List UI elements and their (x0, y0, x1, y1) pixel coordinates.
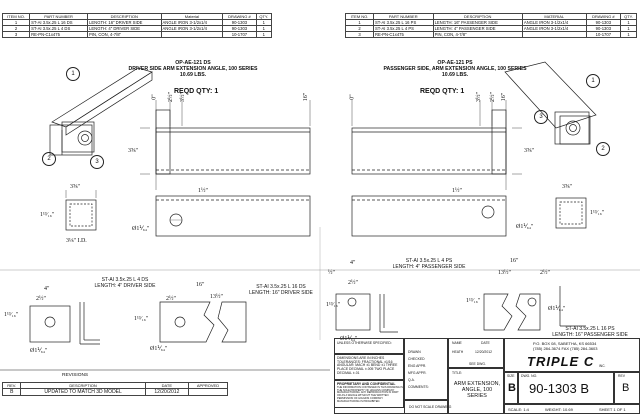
bom-header: DRAWING # (223, 14, 256, 20)
right-assembly-heading: OP-AE-121 PS PASSENGER SIDE, ARM EXTENSION ANGLE, 100 SERIES 10.69 LBS. (383, 60, 527, 78)
dim-2-1-2: 2½" (540, 270, 550, 276)
do-not-scale: DO NOT SCALE DRAWING (409, 405, 452, 409)
table-row: 3 RE-PN-C1x475 PIN, CON, 4-7/8" 10-1707 1 (346, 32, 637, 38)
dim-16: 16" (303, 92, 310, 102)
right-iso-view (505, 62, 596, 144)
right-side-view (352, 100, 522, 190)
ps16-part-views (484, 286, 586, 330)
dim-13-1-2: 13½" (498, 270, 511, 276)
dim-half: ½" (328, 270, 335, 276)
dim-13-1-2: 13½" (210, 294, 223, 300)
bom-header: QTY. (621, 14, 637, 20)
table-row: 3 RE-PN-C1x475 PIN, CON, 4-7/8" 10-1707 1 (3, 32, 272, 38)
dim-hole: Ø1⅟₆₄" (548, 306, 566, 312)
dim-1-13-16: 1¹³⁄₁₆" (40, 212, 55, 218)
bom-header: PART NUMBER (30, 14, 88, 20)
dim-hole: Ø1⅟₆₄" (340, 336, 358, 342)
left-bottom-view (156, 196, 310, 236)
ds4-part-views (30, 302, 100, 344)
dim-zero: 0" (151, 94, 158, 100)
company-logo-sub: INC. (599, 364, 606, 368)
balloon-1-left: 1 (66, 67, 80, 81)
dim-3-5-8-top: 3⅝" (70, 184, 80, 190)
dim-3-5-8: 3⅝" (128, 148, 138, 154)
dim-3-1-2: 3½" (475, 92, 482, 102)
proprietary-notice: THE INFORMATION CONTAINED IN THIS DRAWING IS THE SOLE PROPERTY OF HIGGINS COMPANY MANUFACTURING. ANY REPRODUCTION IN PART OR AS A WHOLE WITHOUT THE WRITTEN PERMISSION OF HIGGINS COMPANY MANUFACTURING IS PROHIBITED. (337, 386, 403, 403)
ds4-caption: ST-AI 3.5x.25 L 4 DS LENGTH: 4" DRIVER SIDE (94, 277, 156, 289)
bom-header: DRAWING # (586, 14, 620, 20)
dim-3-1-2: 3½" (179, 92, 186, 102)
left-assembly-heading: OP-AE-121 DS DRIVER SIDE ARM EXTENSION ANGLE, 100 SERIES 10.69 LBS. (128, 60, 258, 78)
right-end-view (556, 198, 586, 228)
bom-header: ITEM NO. (346, 14, 374, 20)
dim-1-1-2: 1½" (198, 188, 208, 194)
dim-16: 16" (501, 92, 508, 102)
unless-text: UNLESS OTHERWISE SPECIFIED: (337, 341, 392, 345)
dim-id: 3⅛" I.D. (66, 238, 87, 244)
drawing-title: ARM EXTENSION, ANGLE, 100 SERIES (453, 381, 501, 400)
drawing-number: 90-1303 B (529, 381, 589, 396)
tolerance-notes: DIMENSIONS ARE IN INCHES TOLERANCES: FRACTIONAL ±1/16 ANGULAR: MACH ±1 BEND ±1 THREE PLACE DECIMAL ±.005 TWO PLACE DECIMAL ±.01 (337, 356, 398, 375)
dim-1-13-16: 1¹³⁄₁₆" (590, 210, 605, 216)
left-reqd-qty: REQD QTY: 1 (174, 88, 219, 95)
sheet-count: SHEET 1 OF 1 (599, 407, 626, 412)
dim-1-13-16: 1¹³⁄₁₆" (326, 302, 341, 308)
dim-16: 16" (510, 258, 519, 264)
bom-header: PART NUMBER (373, 14, 433, 20)
dim-1-1-2: 1½" (452, 188, 462, 194)
dim-hole: Ø1⅟₆₄" (150, 346, 168, 352)
balloon-2-right: 2 (596, 142, 610, 156)
ps16-caption: ST-AI 3.5x.25 L 16 PS LENGTH: 16" PASSENGER SIDE (552, 326, 628, 338)
bom-header: Material (161, 14, 223, 20)
dim-4: 4" (350, 260, 356, 266)
company-address: P.O. BOX 08, SABETHA, KS 66534 (533, 341, 597, 346)
ds16-caption: ST-AI 3.5x.25 L 16 DS LENGTH: 16" DRIVER SIDE (249, 284, 313, 296)
balloon-3-right: 3 (534, 110, 548, 124)
dim-2-1-2: 2½" (36, 296, 46, 302)
bom-header: DESCRIPTION (433, 14, 522, 20)
dim-16: 16" (196, 282, 205, 288)
table-row: B UPDATED TO MATCH 3D MODEL 12/20/2012 (3, 389, 228, 396)
balloon-1-right: 1 (586, 74, 600, 88)
dim-2-1-2: 2½" (166, 296, 176, 302)
right-bottom-view (352, 196, 506, 236)
revisions-title: REVISIONS (62, 373, 89, 378)
revision-letter: B (622, 382, 630, 394)
dim-2-1-2: 2½" (348, 280, 358, 286)
ds16-part-views (160, 302, 246, 342)
table-row: 2 ST-AI 3.5x.25 L 4 DS LENGTH: 4" DRIVER SIDE ANGLE IRON 3-1/2x1/4 90-1303 1 (3, 26, 272, 32)
dim-4: 4" (44, 286, 50, 292)
dim-hole: Ø1⅟₆₄" (30, 348, 48, 354)
dim-2-1-2: 2½" (167, 92, 174, 102)
left-end-view (66, 190, 96, 230)
bom-header: QTY. (256, 14, 271, 20)
company-phone: (785) 284-3674 FAX (785) 284-3603 (533, 346, 598, 351)
table-row: 1 ST-AI 3.5x.25 L 16 PS LENGTH: 16" PASSENGER SIDE ANGLE IRON 3-1/2x1/4 90-1303 1 (346, 20, 637, 26)
table-row: 1 ST-AI 3.5x.25 L 16 DS LENGTH: 16" DRIVER SIDE ANGLE IRON 3-1/2x1/4 90-1303 1 (3, 20, 272, 26)
dim-2-1-2: 2½" (489, 92, 496, 102)
left-iso-view (50, 68, 152, 155)
company-logo: TRIPLE C (527, 354, 595, 369)
balloon-2-left: 2 (42, 152, 56, 166)
left-side-view (140, 100, 310, 190)
dim-1-13-16: 1¹³⁄₁₆" (134, 316, 149, 322)
sheet-size: B (508, 382, 516, 394)
scale: SCALE: 1:4 (508, 407, 529, 412)
dim-1-13-16: 1¹³⁄₁₆" (466, 298, 481, 304)
bom-header: DESCRIPTION (88, 14, 161, 20)
dim-1-13-16: 1¹³⁄₁₆" (4, 312, 19, 318)
bom-header: ITEM NO. (3, 14, 30, 20)
drawing-sheet: ITEM NO. PART NUMBER DESCRIPTION Material DRAWING # QTY. 1 ST-AI 3.5x.25 L 16 DS LENGTH: 16" DRIVER SIDE ANGLE IRON 3-1/2x1/4 90-1303 1 2 ST-AI 3.5x.25 L 4 DS LENGTH: 4" DRIVER SIDE ANGLE IRON 3-1/2x1/4 90-1303 1 3 RE-PN-C1x475 PIN, CON, 4-7/8" 10-1707 1 ITEM NO. PART NUMBER DESCRIPTION MATERIAL DRAWING # QTY. 1 ST-AI 3.5x.25 L 16 PS LENGTH: 16" PASSENGER SIDE ANGLE IRON 3-1/2x1/4 90-1303 1 2 ST-AI 3.5x.25 L 4 PS LENGTH: 4" PASSENGER SIDE ANGLE IRON 3-1/2x1/4 90-1303 1 3 RE-PN-C1x475 PIN, CON, 4-7/8" 10-1707 1 OP-AE-121 DS DRIVER SIDE ARM EXTENSION ANGLE, 100 SERIES 10.69 LBS. REQD QTY: 1 OP-AE-121 PS PASSENGER SIDE, ARM EXTENSION ANGLE, 100 SERIES 10.69 LBS. REQD QTY: 1 1 2 3 1 3 2 0" 2½" 3½" 16" 3⅝" 3⅝" 1¹³⁄₁₆" 3⅛" I.D. 1½" Ø1⅟₆₄" 0" 3½" 2½" 16" 3⅝" 3⅝" 1¹³⁄₁₆" 1½" Ø1⅟₆₄" 4" 2½" 1¹³⁄₁₆" Ø1⅟₆₄" ST-AI 3.5x.25 L 4 DS LENGTH: 4" DRIVER SIDE 16" 13½" 2½" 1¹³⁄₁₆" Ø1⅟₆₄" ST-AI 3.5x.25 L 16 DS LENGTH: 16" DRIVER SIDE 4" ½" 2½" 1¹³⁄₁₆" Ø1⅟₆₄" ST-AI 3.5x.25 L 4 PS LENGTH: 4" PASSENGER SIDE 16" 13½" 2½" 1¹³⁄₁₆" Ø1⅟₆₄" ST-AI 3.5x.25 L 16 PS LENGTH: 16" PASSENGER SIDE REVISIONS REV. DESCRIPTION DATE APPROVED B UPDATED TO MATCH 3D MODEL 12/20/2012 UNLESS OTHERWISE SPECIFIED: DIMENSIONS ARE IN INCHES TOLERANCES: FRACTIONAL ±1/16 ANGULAR: MACH ±1 BEND ±1 THREE PLACE DECIMAL ±.005 TWO PLACE DECIMAL ±.01 PROPRIETARY AND CONFIDENTIAL THE INFORMATION CONTAINED IN THIS DRAWING IS THE SOLE PROPERTY OF HIGGINS COMPANY MANUFACTURING. ANY REPRODUCTION IN PART OR AS A WHOLE WITHOUT THE WRITTEN PERMISSION OF HIGGINS COMPANY MANUFACTURING IS PROHIBITED. DO NOT SCALE DRAWING DRAWN CHECKED ENG APPR. MFG APPR. Q.A. COMMENTS: NAME DATE HEATH 12/20/2012 SEE DWG. TITLE: ARM EXTENSION, ANGLE, 100 SERIES P.O. BOX 08, SABETHA, KS 66534 (785) 284-3674 FAX (785) 284-3603 TRIPLE C INC. SIZE B DWG. NO. 90-1303 B REV B SCALE: 1:4 WEIGHT: 10.69 SHEET 1 OF 1 (0, 0, 640, 414)
dim-3-5-8: 3⅝" (524, 148, 534, 154)
dim-3-5-8-top: 3⅝" (562, 184, 572, 190)
right-reqd-qty: REQD QTY: 1 (420, 88, 465, 95)
proprietary-title: PROPRIETARY AND CONFIDENTIAL (337, 382, 396, 386)
ps4-part-views (336, 294, 398, 332)
dim-hole: Ø1⅟₆₄" (516, 224, 534, 230)
ps4-caption: ST-AI 3.5x.25 L 4 PS LENGTH: 4" PASSENGER SIDE (392, 258, 466, 270)
dim-zero: 0" (349, 94, 356, 100)
bom-header: MATERIAL (522, 14, 586, 20)
dim-hole: Ø1⅟₆₄" (132, 226, 150, 232)
revisions-table: REV. DESCRIPTION DATE APPROVED B UPDATED TO MATCH 3D MODEL 12/20/2012 (2, 382, 228, 396)
weight: WEIGHT: 10.69 (545, 407, 573, 412)
table-row: 2 ST-AI 3.5x.25 L 4 PS LENGTH: 4" PASSENGER SIDE ANGLE IRON 3-1/2x1/4 90-1303 1 (346, 26, 637, 32)
balloon-3-left: 3 (90, 155, 104, 169)
